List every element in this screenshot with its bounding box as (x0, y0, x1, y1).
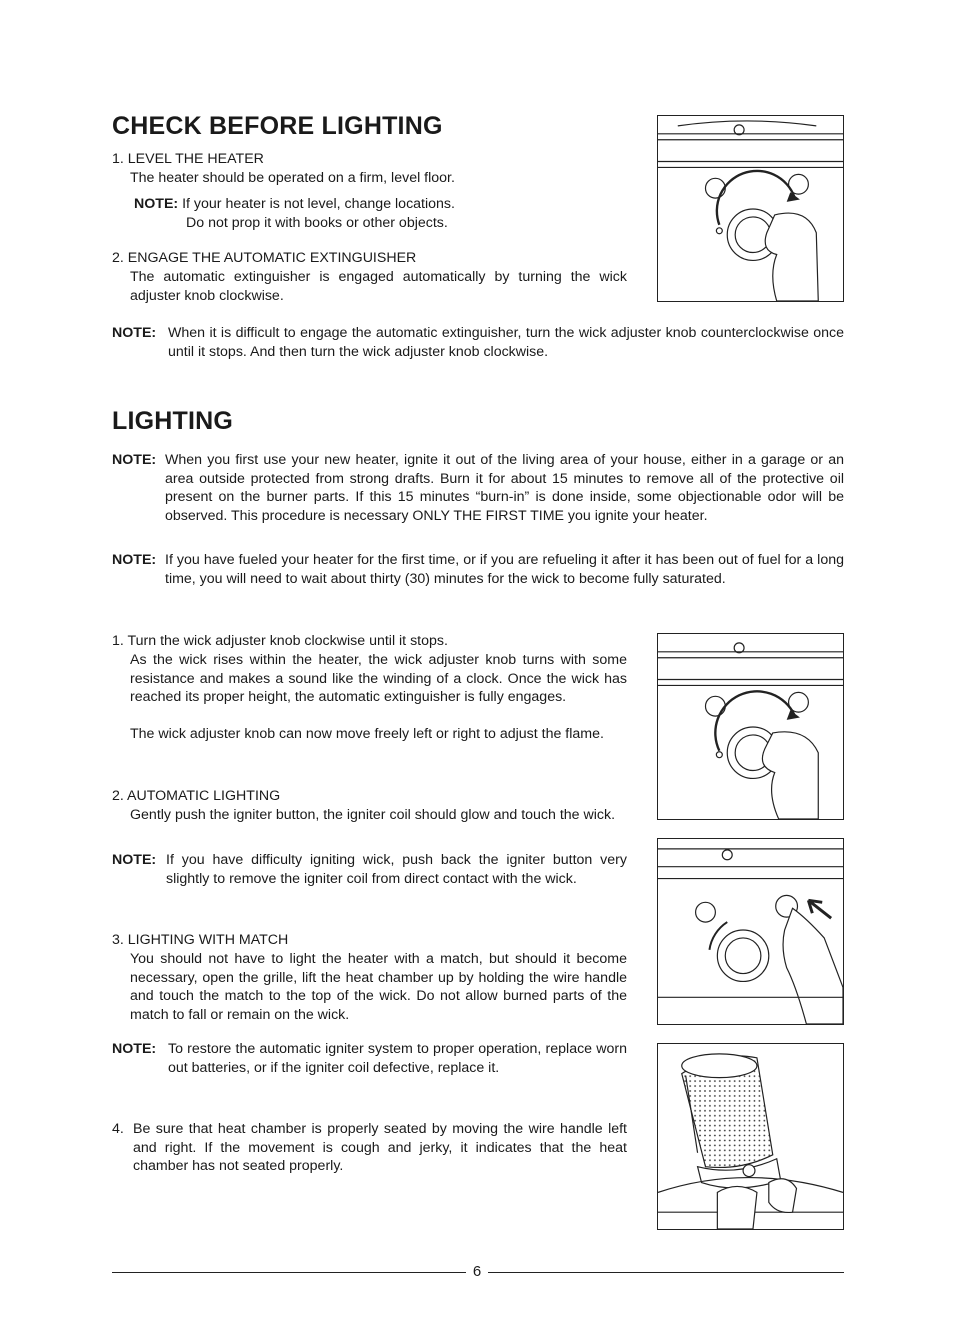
note-label: NOTE: (112, 852, 157, 868)
extinguisher-body: The automatic extinguisher is engaged automatically by turning the wick adjuster knob clockwise. (130, 269, 627, 304)
extinguisher-heading: 2. ENGAGE THE AUTOMATIC EXTINGUISHER (112, 250, 417, 266)
knob-turn-illustration (657, 115, 844, 302)
step4-number: 4. (112, 1121, 124, 1137)
knob-clockwise-drawing (658, 634, 843, 819)
step4-body: Be sure that heat chamber is properly seated by moving the wire handle left and right. If the movement is cough and jerky, it indicates that the heat chamber has not seated properly. (133, 1121, 627, 1175)
heat-chamber-drawing (658, 1044, 843, 1229)
step2-heading: 2. AUTOMATIC LIGHTING (112, 788, 281, 804)
level-heater-body: The heater should be operated on a firm, level floor. (130, 170, 455, 186)
note-label: NOTE: (112, 1041, 157, 1057)
extinguisher-note-body: When it is difficult to engage the automatic extinguisher, turn the wick adjuster knob counterclockwise once until it stops. And then turn the wick adjuster knob clockwise. (168, 325, 844, 360)
step4 (112, 1120, 627, 1176)
igniter-note-body: If you have difficulty igniting wick, push back the igniter button very slightly to remove the igniter coil from direct contact with the wick. (166, 852, 627, 887)
level-heater-note-line1: If your heater is not level, change locations. (182, 196, 455, 212)
fuel-note (112, 551, 844, 588)
knob-clockwise-illustration (657, 633, 844, 820)
level-heater-note (134, 195, 634, 214)
section-title-lighting: LIGHTING (112, 407, 234, 435)
note-label: NOTE: (134, 196, 179, 212)
note-label: NOTE: (112, 452, 157, 468)
level-heater-note-line2: Do not prop it with books or other objects. (186, 215, 448, 231)
step2-body: Gently push the igniter button, the igniter coil should glow and touch the wick. (130, 807, 616, 823)
footer-rule-left (112, 1272, 466, 1273)
first-use-note (112, 451, 844, 525)
battery-note-body: To restore the automatic igniter system to proper operation, replace worn out batteries, or if the igniter coil defective, replace it. (168, 1041, 627, 1076)
extinguisher-note (112, 324, 844, 361)
level-heater-heading: 1. LEVEL THE HEATER (112, 151, 264, 167)
igniter-note (112, 851, 627, 888)
heat-chamber-illustration (657, 1043, 844, 1230)
step3-heading: 3. LIGHTING WITH MATCH (112, 932, 289, 948)
note-label: NOTE: (112, 325, 157, 341)
battery-note (112, 1040, 627, 1077)
first-use-note-body: When you first use your new heater, ignite it out of the living area of your house, either in a garage or an area outside protected from strong drafts. Burn it for about 15 minutes to remove all of the protective oil present on the burner parts. If this 15 minutes “burn-in” is done inside, some objectionable odor will be observed. This procedure is necessary ONLY THE FIRST TIME you ignite your heater. (165, 452, 844, 524)
section-title-check-before-lighting: CHECK BEFORE LIGHTING (112, 112, 443, 140)
footer-rule-right (488, 1272, 844, 1273)
step1-body1: As the wick rises within the heater, the wick adjuster knob turns with some resistance and makes a sound like the winding of a clock. Once the wick has reached its proper height, the automatic extinguisher is fully engages. (130, 652, 627, 706)
igniter-button-drawing (658, 839, 843, 1024)
step1-body2: The wick adjuster knob can now move freely left or right to adjust the flame. (130, 726, 604, 742)
igniter-button-illustration (657, 838, 844, 1025)
fuel-note-body: If you have fueled your heater for the first time, or if you are refueling it after it has been out of fuel for a long time, you will need to wait about thirty (30) minutes for the wick to become fully saturated. (165, 552, 844, 587)
step1-heading: 1. Turn the wick adjuster knob clockwise until it stops. (112, 633, 448, 649)
note-label: NOTE: (112, 552, 157, 568)
page-number: 6 (472, 1263, 482, 1280)
step3-body: You should not have to light the heater with a match, but should it become necessary, open the grille, lift the heat chamber up by holding the wire handle and touch the match to the top of the wick. Do not allow burned parts of the match to fall or remain on the wick. (130, 951, 627, 1023)
knob-turn-drawing (658, 116, 843, 301)
